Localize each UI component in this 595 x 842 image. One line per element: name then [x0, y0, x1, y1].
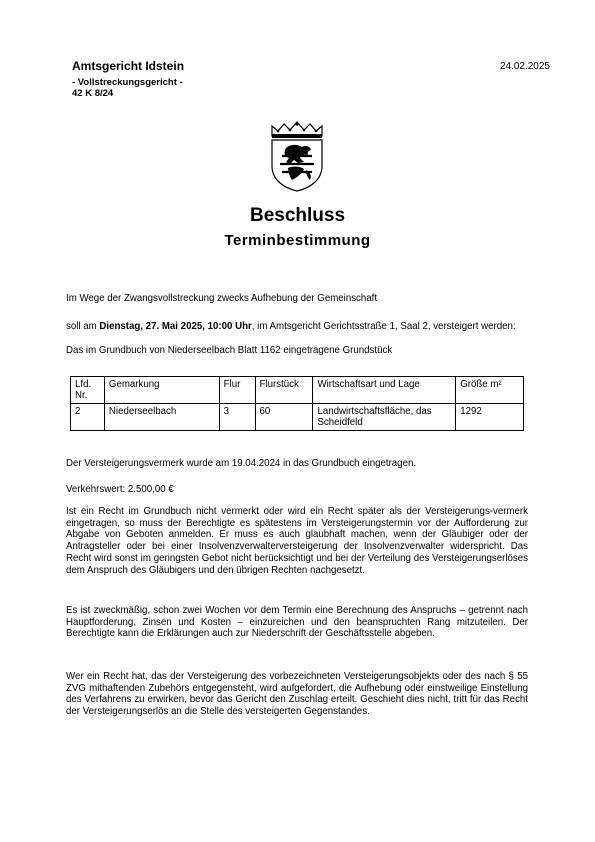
market-value-text: Verkehrswert: 2.500,00 €: [66, 484, 174, 495]
table-header-cell: Größe m²: [456, 377, 524, 404]
document-date: 24.02.2025: [499, 61, 550, 72]
court-department: - Vollstreckungsgericht -: [72, 77, 183, 88]
table-header-cell: Gemarkung: [104, 377, 219, 404]
objection-paragraph: Wer ein Recht hat, das der Versteigerung des vorbezeichneten Versteigerungsobjekts oder des nach § 55 ZVG mithaftenden Zubehörs entgegensteht, wird aufgefordert, die Aufhebung oder einstweilige Einstellung des Verfahrens zu erwirken, bevor das Gericht den Zuschlag erteilt. Geschieht dies nicht, tritt für das Recht der Versteigerungserlös an die Stelle des versteigerten Gegenstandes.: [66, 671, 528, 718]
table-header-cell: Wirtschaftsart und Lage: [313, 377, 456, 404]
appointment-prefix: soll am: [66, 321, 100, 332]
appointment-text: [66, 321, 528, 333]
table-cell: 3: [219, 404, 255, 431]
hesse-coat-of-arms-icon: [268, 120, 326, 192]
rights-paragraph: Ist ein Recht im Grundbuch nicht vermerkt oder wird ein Recht später als der Versteigerungs-vermerk eingetragen, so muss der Berechtigte es spätestens im Versteigerungstermin vor der Aufforderung zur Abgabe von Geboten anmelden. Er muss es auch glaubhaft machen, wenn der Gläubiger oder der Antragsteller oder bei einer Insolvenzverwalterversteigerung der Insolvenzverwalter widerspricht. Das Recht wird sonst im geringsten Gebot nicht berücksichtigt und bei der Verteilung des Versteigerungserlöses dem Anspruch des Gläubigers und den übrigen Rechten nachgesetzt.: [66, 506, 528, 576]
court-name: Amtsgericht Idstein: [72, 59, 185, 73]
registration-text: Der Versteigerungsvermerk wurde am 19.04.2024 in das Grundbuch eingetragen.: [66, 458, 417, 469]
document-subtitle: Terminbestimmung: [224, 232, 371, 249]
table-cell: 1292: [456, 404, 524, 431]
property-line: Das im Grundbuch von Niederseelbach Blatt 1162 eingetragene Grundstück: [66, 345, 393, 356]
intro-text: Im Wege der Zwangsvollstreckung zwecks Aufhebung der Gemeinschaft: [66, 293, 378, 304]
claim-paragraph: Es ist zweckmäßig, schon zwei Wochen vor dem Termin eine Berechnung des Anspruchs – getrennt nach Hauptforderung, Zinsen und Kosten – einzureichen und den beanspruchten Rang mitzuteilen. Der Berechtigte kann die Erklärungen auch zur Niederschrift der Geschäftsstelle abgeben.: [66, 605, 528, 640]
table-row: [71, 404, 524, 431]
property-table: [70, 376, 524, 431]
table-header-cell: Lfd. Nr.: [71, 377, 105, 404]
table-header-cell: Flurstück: [255, 377, 313, 404]
case-number: 42 K 8/24: [72, 88, 114, 99]
table-cell: Niederseelbach: [104, 404, 219, 431]
appointment-suffix: , im Amtsgericht Gerichtsstraße 1, Saal 2, versteigert werden:: [251, 321, 516, 332]
appointment-date-time: Dienstag, 27. Mai 2025, 10:00 Uhr: [99, 321, 252, 332]
document-title: Beschluss: [249, 205, 346, 226]
table-cell: 2: [71, 404, 105, 431]
table-cell: Landwirtschaftsfläche, das Scheidfeld: [313, 404, 456, 431]
table-cell: 60: [255, 404, 313, 431]
table-header-cell: Flur: [219, 377, 255, 404]
table-header-row: [71, 377, 524, 404]
